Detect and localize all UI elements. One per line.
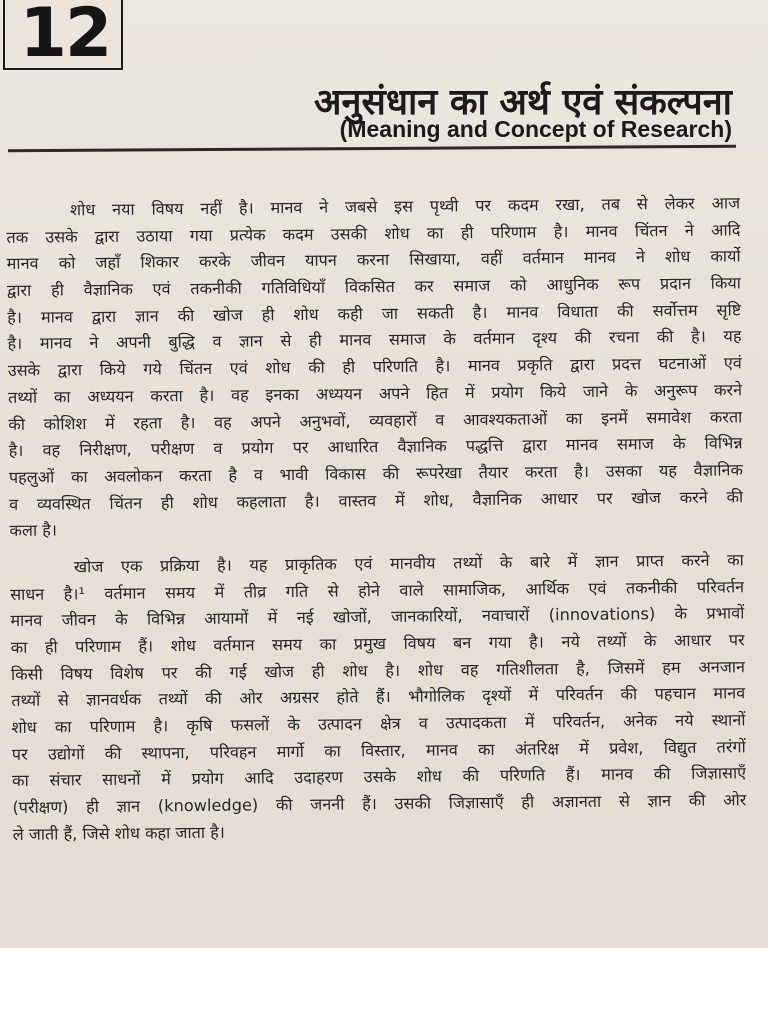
text-line: द्वारा ही वैज्ञानिक एवं तकनीकी गतिविधियाँ विकसित कर समाज को आधुनिक रूप प्रदान किया: [6, 273, 742, 301]
text-line: शोध नया विषय नहीं है। मानव ने जबसे इस पृथ्वी पर कदम रखा, तब से लेकर आज: [70, 193, 741, 220]
text-line: है। वह निरीक्षण, परीक्षण व प्रयोग पर आधारित वैज्ञानिक पद्धत्ति द्वारा मानव समाज के विभिन्न: [8, 433, 743, 461]
text-line: तथ्यों से ज्ञानवर्धक तथ्यों की ओर अग्रसर होते हैं। भौगोलिक दृश्यों में परिवर्तन की पहचान मानव: [11, 683, 746, 711]
text-line: खोज एक प्रक्रिया है। यह प्राकृतिक एवं मानवीय तथ्यों के बारे में ज्ञान प्राप्त करने का: [73, 550, 744, 577]
text-line: तक उसके द्वारा उठाया गया प्रत्येक कदम उसकी शोध का ही परिणाम है। मानव चिंतन ने आदि: [6, 219, 741, 247]
text-line: है। मानव द्वारा ज्ञान की खोज ही शोध कही जा सकती है। मानव विधाता की सर्वोत्तम सृष्टि: [7, 300, 742, 327]
text-line: का संचार साधनों में प्रयोग आदि उदाहरण उसके शोध की परिणति हैं। मानव की जिज्ञासाएँ: [12, 763, 747, 791]
text-line: मानव जीवन के विभिन्न आयामों में नई खोजों, जानकारियों, नवाचारों (innovations) के प्रभावों: [10, 603, 745, 631]
text-line: साधन है।¹ वर्तमान समय में तीव्र गति से होने वाले सामाजिक, आर्थिक एवं तकनीकी परिवर्तन: [10, 576, 745, 604]
text-line: किसी विषय विशेष पर की गई खोज ही शोध है। शोध वह गतिशीलता है, जिसमें हम अनजान: [10, 656, 746, 684]
paragraph-1: [6, 190, 744, 545]
text-line: की कोशिश में रहता है। वह अपने अनुभवों, व्यवहारों व आवश्यकताओं का इनमें समावेश करता: [8, 406, 743, 434]
chapter-number: 12: [19, 0, 111, 73]
title-rule: [8, 145, 736, 152]
text-line: है। मानव ने अपनी बुद्धि व ज्ञान से ही मानव समाज के वर्तमान दृश्य की रचना की है। यह: [7, 326, 742, 354]
text-line: (परीक्षण) ही ज्ञान (knowledge) की जननी हैं। उसकी जिज्ञासाएँ ही अज्ञानता से ज्ञान की ओर: [12, 790, 747, 818]
text-line: पर उद्योगों की स्थापना, परिवहन मार्गो का विस्तार, मानव का अंतरिक्ष में प्रवेश, विद्युत तरंगों: [11, 737, 746, 764]
chapter-title-english: (Meaning and Concept of Research): [339, 116, 732, 142]
text-line: व व्यवस्थित चिंतन ही शोध कहलाता है। वास्तव में शोध, वैज्ञानिक आधार पर खोज करने की: [9, 486, 744, 514]
text-line: तथ्यों का अध्ययन करता है। वह इनका अध्ययन अपने हित में प्रयोग किये जाने के अनुरूप करने: [7, 380, 743, 407]
text-line: मानव को जहाँ शिकार करके जीवन यापन करना सिखाया, वहीं वर्तमान मानव ने शोध कार्यो: [6, 246, 741, 274]
text-line: कला है।: [9, 520, 58, 541]
text-line: का ही परिणाम हैं। शोध वर्तमान समय का प्रमुख विषय बन गया है। नये तथ्यों के आधार पर: [10, 630, 745, 657]
body-text: [6, 190, 747, 848]
paragraph-2: [10, 547, 747, 848]
text-line: उसके द्वारा किये गये चिंतन एवं शोध की ही परिणति है। मानव प्रकृति द्वारा प्रदत्त घटनाओं एवं: [7, 353, 742, 381]
text-line: पहलुओं का अवलोकन करता है व भावी विकास की रूपरेखा तैयार करता है। उसका यह वैज्ञानिक: [8, 460, 743, 487]
text-line: ले जाती हैं, जिसे शोध कहा जाता है।: [12, 822, 225, 844]
chapter-title-hindi: अनुसंधान का अर्थ एवं संकल्पना: [314, 82, 732, 123]
chapter-number-box: [3, 0, 123, 73]
text-line: शोध का परिणाम है। कृषि फसलों के उत्पादन क्षेत्र व उत्पादकता में परिवर्तन, अनेक नये स्थानों: [11, 710, 746, 738]
